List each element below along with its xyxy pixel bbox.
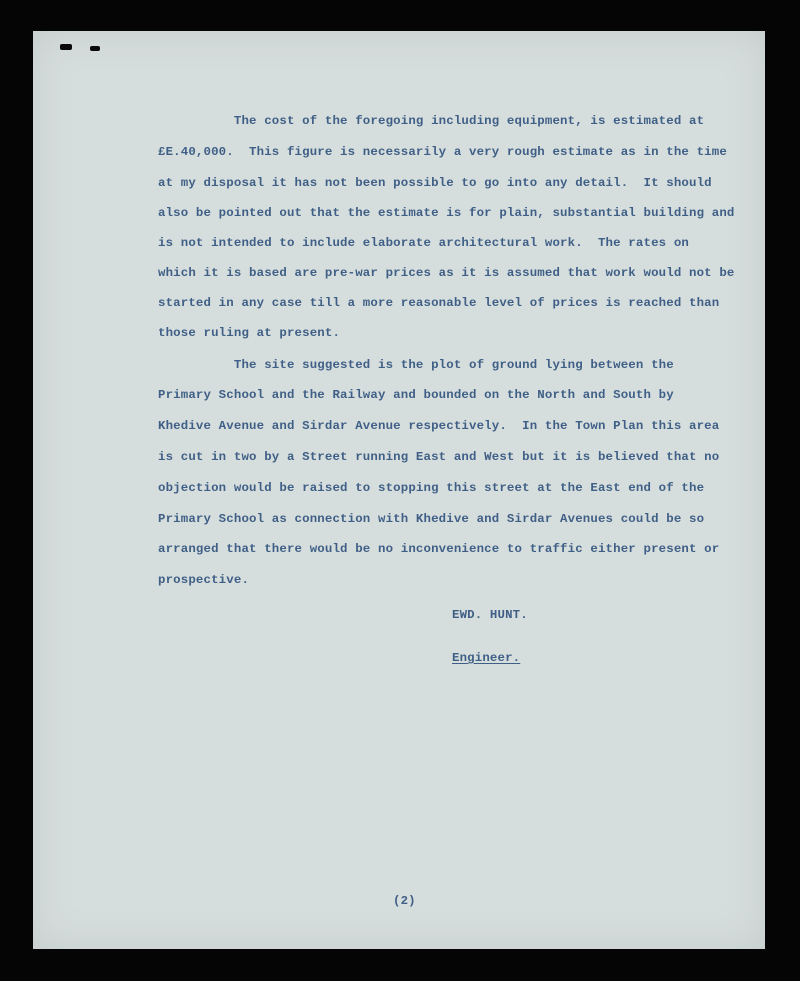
text-line: Khedive Avenue and Sirdar Avenue respectively. In the Town Plan this area xyxy=(158,419,720,433)
text-line: The site suggested is the plot of ground lying between the xyxy=(158,358,674,372)
text-line: which it is based are pre-war prices as it is assumed that work would not be xyxy=(158,266,735,280)
text-line: those ruling at present. xyxy=(158,326,341,340)
text-line: arranged that there would be no inconvenience to traffic either present or xyxy=(158,542,720,556)
text-line: started in any case till a more reasonable level of prices is reached than xyxy=(158,296,720,310)
text-line: objection would be raised to stopping this street at the East end of the xyxy=(158,481,705,495)
text-line: prospective. xyxy=(158,573,250,587)
text-line: is not intended to include elaborate architectural work. The rates on xyxy=(158,236,689,250)
text-line: £E.40,000. This figure is necessarily a very rough estimate as in the time xyxy=(158,145,727,159)
signature-name: EWD. HUNT. xyxy=(452,608,528,622)
text-line: Primary School as connection with Khedive and Sirdar Avenues could be so xyxy=(158,512,705,526)
text-line: Primary School and the Railway and bounded on the North and South by xyxy=(158,388,674,402)
signature-title: Engineer. xyxy=(452,651,521,665)
text-line: at my disposal it has not been possible to go into any detail. It should xyxy=(158,176,712,190)
text-line: also be pointed out that the estimate is for plain, substantial building and xyxy=(158,206,735,220)
page-number: (2) xyxy=(393,894,416,908)
text-line: The cost of the foregoing including equipment, is estimated at xyxy=(158,114,705,128)
text-line: is cut in two by a Street running East and West but it is believed that no xyxy=(158,450,720,464)
